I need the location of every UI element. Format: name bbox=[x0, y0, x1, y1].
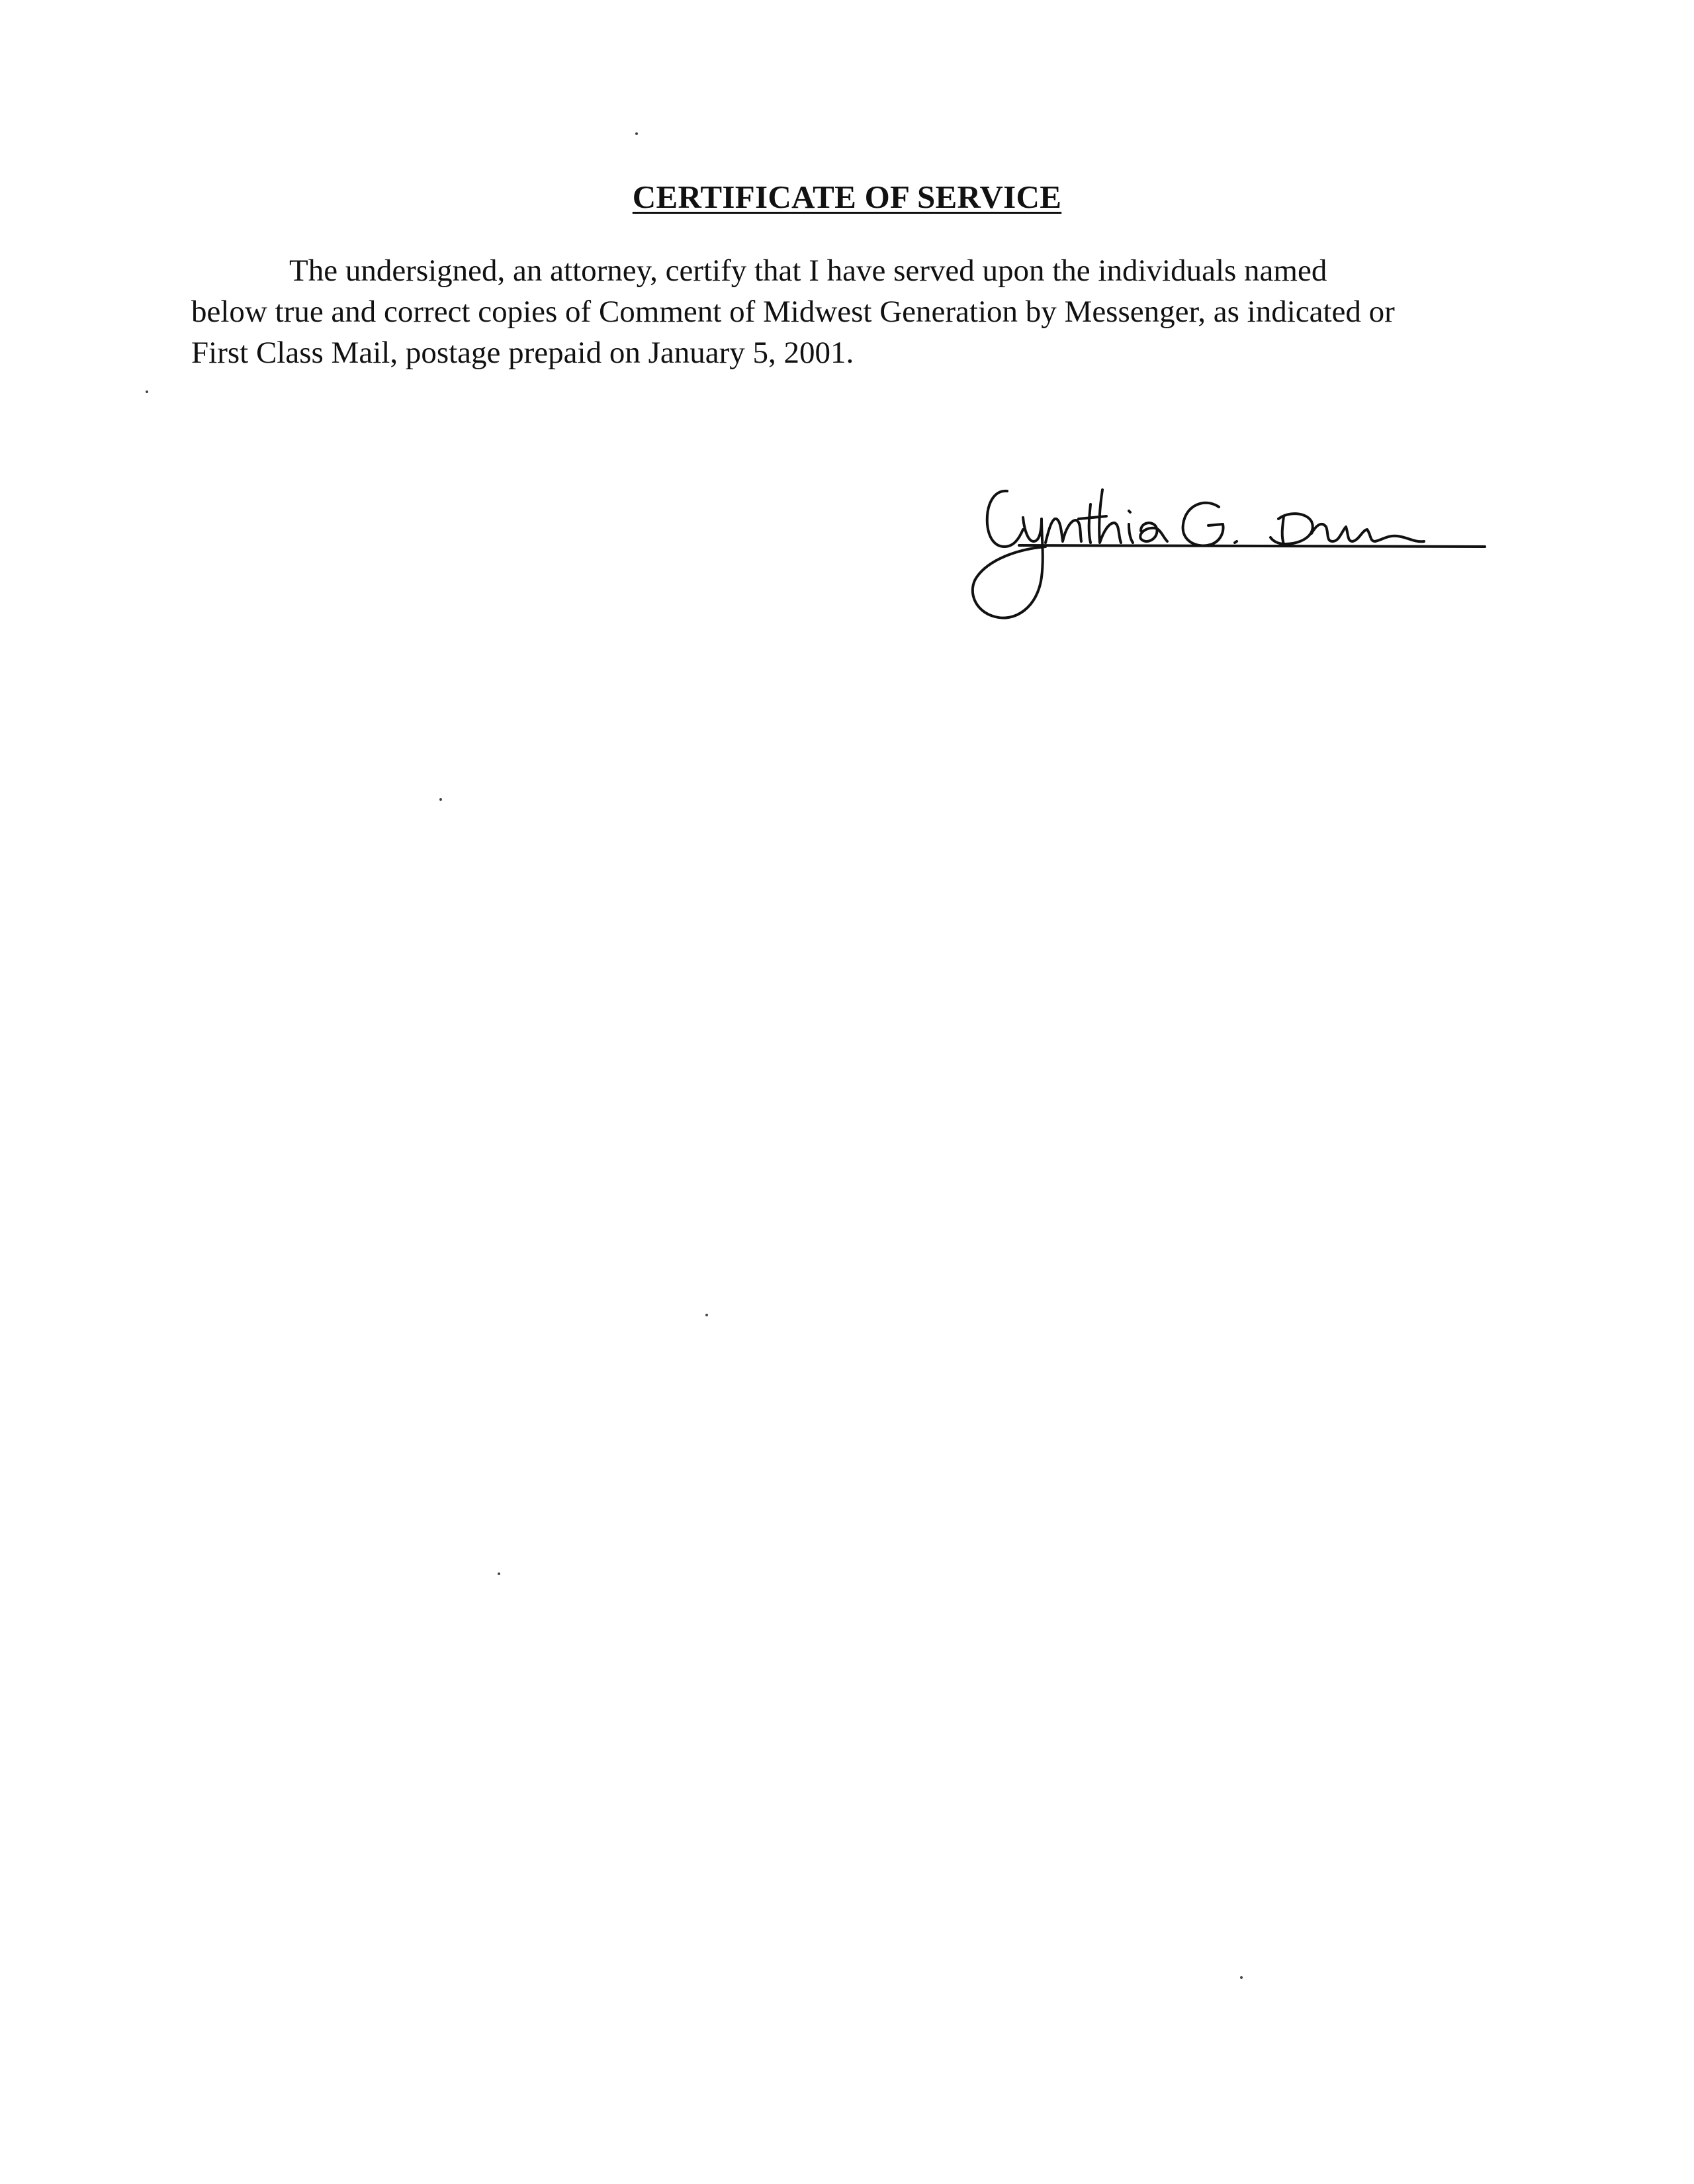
scan-speck bbox=[705, 1314, 708, 1316]
signature-stroke-y bbox=[973, 518, 1046, 618]
signature-stroke-dot bbox=[1235, 541, 1237, 543]
page-title: CERTIFICATE OF SERVICE bbox=[632, 179, 1062, 215]
signature-stroke-unn bbox=[1312, 524, 1424, 541]
scan-speck bbox=[439, 798, 442, 801]
signature-line bbox=[1019, 545, 1485, 547]
signature-stroke-th bbox=[1079, 490, 1121, 543]
scan-speck bbox=[498, 1572, 500, 1575]
signature-stroke-ia bbox=[1129, 511, 1167, 543]
paragraph-line-1: The undersigned, an attorney, certify that I have served upon the individuals named bbox=[289, 253, 1327, 288]
scan-speck bbox=[146, 390, 148, 393]
signature-stroke-c bbox=[987, 491, 1023, 547]
certification-paragraph bbox=[191, 250, 1515, 373]
handwritten-signature bbox=[967, 478, 1497, 637]
scan-speck bbox=[635, 132, 638, 135]
signature-stroke-g bbox=[1183, 503, 1224, 546]
signature-stroke-d bbox=[1270, 514, 1313, 544]
paragraph-line-2: below true and correct copies of Comment of Midwest Generation by Messenger, as indicated or bbox=[191, 295, 1395, 329]
signature-stroke-n bbox=[1046, 519, 1081, 543]
paragraph-line-3: First Class Mail, postage prepaid on January 5, 2001. bbox=[191, 336, 854, 370]
scan-speck bbox=[1240, 1976, 1243, 1979]
